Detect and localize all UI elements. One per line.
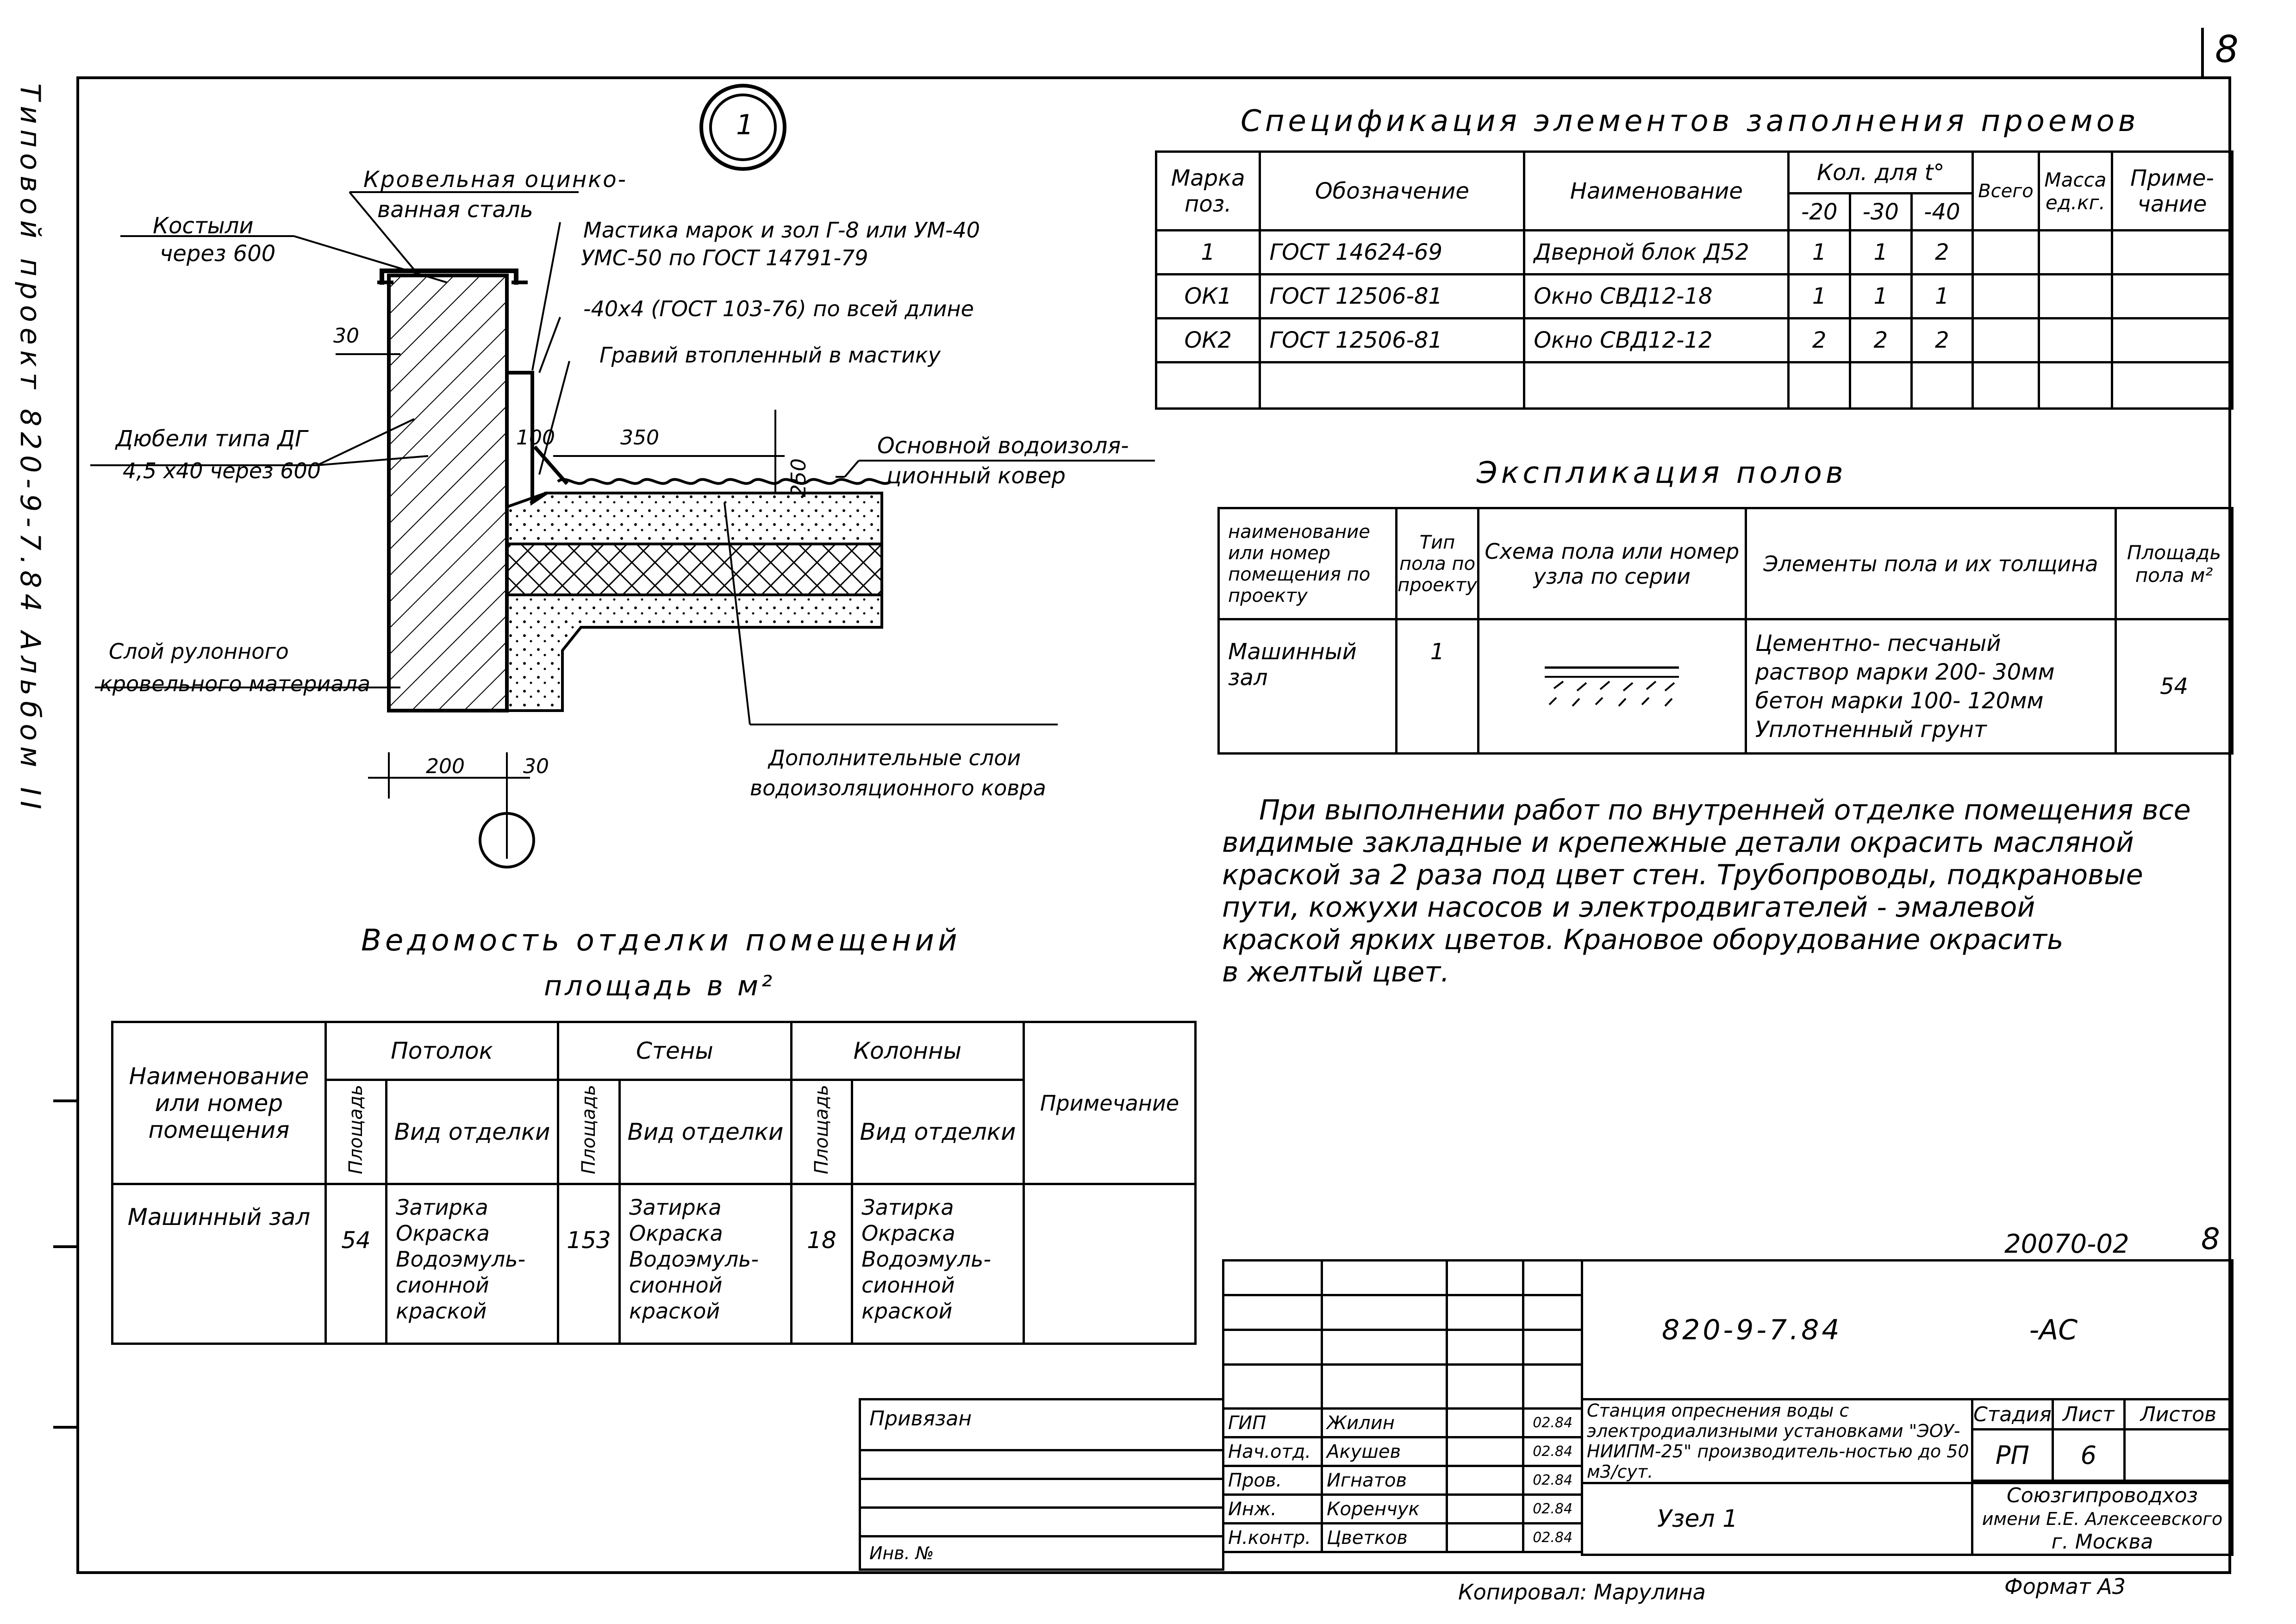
table-row xyxy=(1223,1524,1582,1552)
stage-value: РП xyxy=(1972,1430,2053,1481)
label-osnovnoy-2: ционный ковер xyxy=(886,463,1066,489)
spec-header-vsego: Всего xyxy=(1973,152,2039,231)
floor-element-line: бетон марки 100- 120мм xyxy=(1755,687,2044,714)
date: 02.84 xyxy=(1523,1495,1582,1524)
floor-elements xyxy=(1746,619,2115,754)
table-row xyxy=(1156,319,2233,362)
finish-vid-line: Окраска xyxy=(629,1221,723,1246)
finish-vid-line: Затирка xyxy=(861,1195,954,1220)
object-name: Станция опреснения воды с электродиализными установками "ЭОУ-НИИПМ-25" производитель-ностью до 50 м3/сут. xyxy=(1582,1399,1972,1483)
cell: 1 xyxy=(1850,275,1911,319)
finish-vid-line: сионной xyxy=(396,1273,489,1298)
privyazan-label: Привязан xyxy=(860,1399,1223,1450)
role: Пров. xyxy=(1223,1466,1322,1495)
table-row xyxy=(1156,275,2233,319)
sheet-label: Лист xyxy=(2053,1399,2124,1430)
cell: ГОСТ 12506-81 xyxy=(1260,275,1524,319)
finish-vid-line: Водоэмуль- xyxy=(396,1247,526,1272)
finish-vid-line: краской xyxy=(629,1299,720,1324)
table-row xyxy=(112,1184,1196,1344)
dim-30-top: 30 xyxy=(333,324,359,348)
spec-header-t40: -40 xyxy=(1911,194,1973,231)
spec-header-marka: Марка поз. xyxy=(1156,152,1260,231)
beam xyxy=(507,595,882,711)
organization xyxy=(1972,1483,2233,1555)
role: ГИП xyxy=(1223,1409,1322,1437)
name: Цветков xyxy=(1322,1524,1447,1552)
cell: 1 xyxy=(1789,231,1850,275)
side-margin-text: Типовой проект 820-9-7.84 Альбом II xyxy=(14,83,46,815)
corner-divider xyxy=(2201,28,2204,76)
note-line: в желтый цвет. xyxy=(1222,956,1450,988)
dim-250: 250 xyxy=(787,458,811,497)
wall xyxy=(389,275,507,711)
cell: 2 xyxy=(1911,319,1973,362)
role: Н.контр. xyxy=(1223,1524,1322,1552)
floor-header-elementy: Элементы пола и их толщина xyxy=(1746,508,2115,619)
floor-element-line: Уплотненный грунт xyxy=(1755,716,1987,743)
date: 02.84 xyxy=(1523,1524,1582,1552)
label-dopolnitelnye: Дополнительные слои xyxy=(768,745,1021,770)
org-line: г. Москва xyxy=(2051,1530,2153,1554)
cell: Дверной блок Д52 xyxy=(1524,231,1789,275)
spec-header-t20: -20 xyxy=(1789,194,1850,231)
finish-header-vid: Вид отделки xyxy=(852,1080,1024,1184)
date: 02.84 xyxy=(1523,1409,1582,1437)
cell: 1 xyxy=(1789,275,1850,319)
label-kostyli: Костыли xyxy=(153,213,254,239)
label-kostyli-2: через 600 xyxy=(160,241,276,267)
spec-table-title: Спецификация элементов заполнения проемов xyxy=(1241,104,2140,138)
table-row xyxy=(1223,1409,1582,1437)
inv-label: Инв. № xyxy=(860,1537,1223,1570)
doc-code: 20070-02 xyxy=(2004,1229,2129,1259)
sheet-mark: 8 xyxy=(2201,1222,2220,1256)
margin-tick xyxy=(53,1099,76,1102)
dim-350: 350 xyxy=(620,426,659,450)
label-sloy-2: кровельного материала xyxy=(100,671,371,696)
title-left-grid xyxy=(1222,1259,1583,1553)
label-dubeli: Дюбели типа ДГ xyxy=(116,426,307,452)
sheets-label: Листов xyxy=(2124,1399,2232,1430)
finish-header-steny: Стены xyxy=(558,1022,791,1080)
title-right-grid xyxy=(1581,1259,2234,1556)
note-line: пути, кожухи насосов и электродвигателей - эмалевой xyxy=(1222,891,2035,924)
finish-table-title: Ведомость отделки помещений xyxy=(361,924,961,958)
finish-vid-line: краской xyxy=(396,1299,487,1324)
org-line: имени Е.Е. Алексеевского xyxy=(1982,1509,2223,1529)
gravel xyxy=(558,480,891,484)
floor-header-ploshad: Площадь пола м² xyxy=(2116,508,2233,619)
project-code: 820-9-7.84 xyxy=(1662,1313,1842,1346)
finish-vid-line: Водоэмуль- xyxy=(629,1247,759,1272)
finish-header-vid: Вид отделки xyxy=(387,1080,558,1184)
drawing-title: Узел 1 xyxy=(1582,1483,1972,1555)
label-krovelnaya: Кровельная оцинко- xyxy=(363,167,627,193)
label-polosa: -40х4 (ГОСТ 103-76) по всей длине xyxy=(583,296,974,321)
privyazan-block xyxy=(859,1398,1224,1571)
cell: 153 xyxy=(558,1184,619,1344)
cell: ГОСТ 12506-81 xyxy=(1260,319,1524,362)
rotated-label: Площадь xyxy=(345,1085,367,1174)
note-text xyxy=(1222,794,2191,988)
label-osnovnoy: Основной водоизоля- xyxy=(877,433,1129,459)
finish-vid-cell xyxy=(852,1184,1024,1344)
spec-header-kol: Кол. для t° xyxy=(1789,152,1973,194)
cell: 54 xyxy=(2116,619,2233,754)
floor-table-title: Экспликация полов xyxy=(1477,456,1847,490)
footer-format: Формат А3 xyxy=(2004,1574,2126,1599)
label-mastika-2: УМС-50 по ГОСТ 14791-79 xyxy=(581,245,868,270)
finish-vid-line: Затирка xyxy=(396,1195,488,1220)
floor-header-tip: Тип пола по проекту xyxy=(1397,508,1479,619)
finish-table-subtitle: площадь в м² xyxy=(544,970,775,1002)
table-row xyxy=(1223,1466,1582,1495)
name: Акушев xyxy=(1322,1437,1447,1466)
title-code-cell xyxy=(1582,1261,2233,1399)
roof-slab xyxy=(507,493,882,544)
finish-header-kolonny: Колонны xyxy=(791,1022,1023,1080)
cell: 1 xyxy=(1850,231,1911,275)
table-row xyxy=(1156,231,2233,275)
finish-header-vid: Вид отделки xyxy=(620,1080,792,1184)
cell: Машинный зал xyxy=(1219,619,1397,754)
date: 02.84 xyxy=(1523,1466,1582,1495)
dim-30-bottom: 30 xyxy=(523,755,549,778)
name: Жилин xyxy=(1322,1409,1447,1437)
label-graviy: Гравий втопленный в мастику xyxy=(599,343,941,368)
finish-vid-cell xyxy=(387,1184,558,1344)
finish-vid-cell xyxy=(620,1184,792,1344)
spec-header-t30: -30 xyxy=(1850,194,1911,231)
table-row xyxy=(1156,362,2233,409)
finish-vid-line: Водоэмуль- xyxy=(861,1247,992,1272)
cell: 1 xyxy=(1911,275,1973,319)
spec-header-oboznachenie: Обозначение xyxy=(1260,152,1524,231)
sheet-value: 6 xyxy=(2053,1430,2124,1481)
date: 02.84 xyxy=(1523,1437,1582,1466)
cell: Окно СВД12-12 xyxy=(1524,319,1789,362)
finish-vid-line: Затирка xyxy=(629,1195,722,1220)
finish-vid-line: сионной xyxy=(861,1273,955,1298)
note-line: видимые закладные и крепежные детали окрасить масляной xyxy=(1222,826,2134,859)
cell: 1 xyxy=(1156,231,1260,275)
spec-header-naimenovanie: Наименование xyxy=(1524,152,1789,231)
cell: 54 xyxy=(325,1184,386,1344)
cell: Окно СВД12-18 xyxy=(1524,275,1789,319)
role: Инж. xyxy=(1223,1495,1322,1524)
floor-header-naim: наименование или номер помещения по проекту xyxy=(1219,508,1397,619)
label-dubeli-2: 4,5 х40 через 600 xyxy=(123,458,321,483)
spec-table xyxy=(1155,150,2234,410)
stage-label: Стадия xyxy=(1972,1399,2053,1430)
table-row xyxy=(1223,1437,1582,1466)
floor-scheme-icon xyxy=(1535,656,1688,712)
note-line: краской за 2 раза под цвет стен. Трубопроводы, подкрановые xyxy=(1222,859,2143,891)
cell: ОК1 xyxy=(1156,275,1260,319)
cell: 18 xyxy=(791,1184,852,1344)
margin-tick xyxy=(53,1426,76,1429)
label-sloy: Слой рулонного xyxy=(109,639,289,664)
finish-vid-line: краской xyxy=(861,1299,953,1324)
table-row xyxy=(1223,1495,1582,1524)
footer-copied: Копировал: Марулина xyxy=(1458,1580,1706,1605)
name: Коренчук xyxy=(1322,1495,1447,1524)
table-row xyxy=(1219,619,2233,754)
label-krovelnaya-2: ванная сталь xyxy=(377,197,533,223)
name: Игнатов xyxy=(1322,1466,1447,1495)
rotated-label: Площадь xyxy=(811,1085,832,1174)
finish-vid-line: сионной xyxy=(629,1273,723,1298)
sheet-corner-number: 8 xyxy=(2215,28,2239,71)
cell: 2 xyxy=(1850,319,1911,362)
floor-table xyxy=(1217,507,2234,755)
org-line: Союзгипроводхоз xyxy=(2006,1484,2198,1507)
spec-header-primechanie: Приме-чание xyxy=(2112,152,2232,231)
cell: 2 xyxy=(1789,319,1850,362)
finish-vid-line: Окраска xyxy=(396,1221,490,1246)
finish-header-ploshad xyxy=(558,1080,619,1184)
note-line: краской ярких цветов. Крановое оборудование окрасить xyxy=(1222,924,2064,956)
cell: ОК2 xyxy=(1156,319,1260,362)
spec-header-massa: Масса ед.кг. xyxy=(2039,152,2112,231)
floor-header-shema: Схема пола или номер узла по серии xyxy=(1478,508,1746,619)
floor-scheme xyxy=(1478,619,1746,754)
note-line: При выполнении работ по внутренней отделке помещения все xyxy=(1259,794,2191,826)
finish-header-naim: Наименование или номер помещения xyxy=(112,1022,326,1184)
cell: 1 xyxy=(1397,619,1479,754)
dim-100: 100 xyxy=(516,426,555,450)
floor-element-line: раствор марки 200- 30мм xyxy=(1755,659,2055,685)
project-suffix: -АС xyxy=(2029,1313,2078,1346)
finish-header-potolok: Потолок xyxy=(325,1022,558,1080)
node-number: 1 xyxy=(736,109,754,141)
floor-element-line: Цементно- песчаный xyxy=(1755,630,2001,656)
label-mastika: Мастика марок и зол Г-8 или УМ-40 xyxy=(583,218,980,243)
label-dopolnitelnye-2: водоизоляционного ковра xyxy=(750,775,1046,800)
finish-table xyxy=(111,1021,1197,1345)
margin-tick xyxy=(53,1245,76,1248)
cell: 2 xyxy=(1911,231,1973,275)
rotated-label: Площадь xyxy=(578,1085,599,1174)
insulation-layer xyxy=(507,544,882,595)
role: Нач.отд. xyxy=(1223,1437,1322,1466)
finish-vid-line: Окраска xyxy=(861,1221,955,1246)
finish-header-primechanie: Примечание xyxy=(1023,1022,1195,1184)
cell: Машинный зал xyxy=(112,1184,326,1344)
cell: ГОСТ 14624-69 xyxy=(1260,231,1524,275)
finish-header-ploshad xyxy=(791,1080,852,1184)
finish-header-ploshad xyxy=(325,1080,386,1184)
dim-200: 200 xyxy=(426,755,465,778)
